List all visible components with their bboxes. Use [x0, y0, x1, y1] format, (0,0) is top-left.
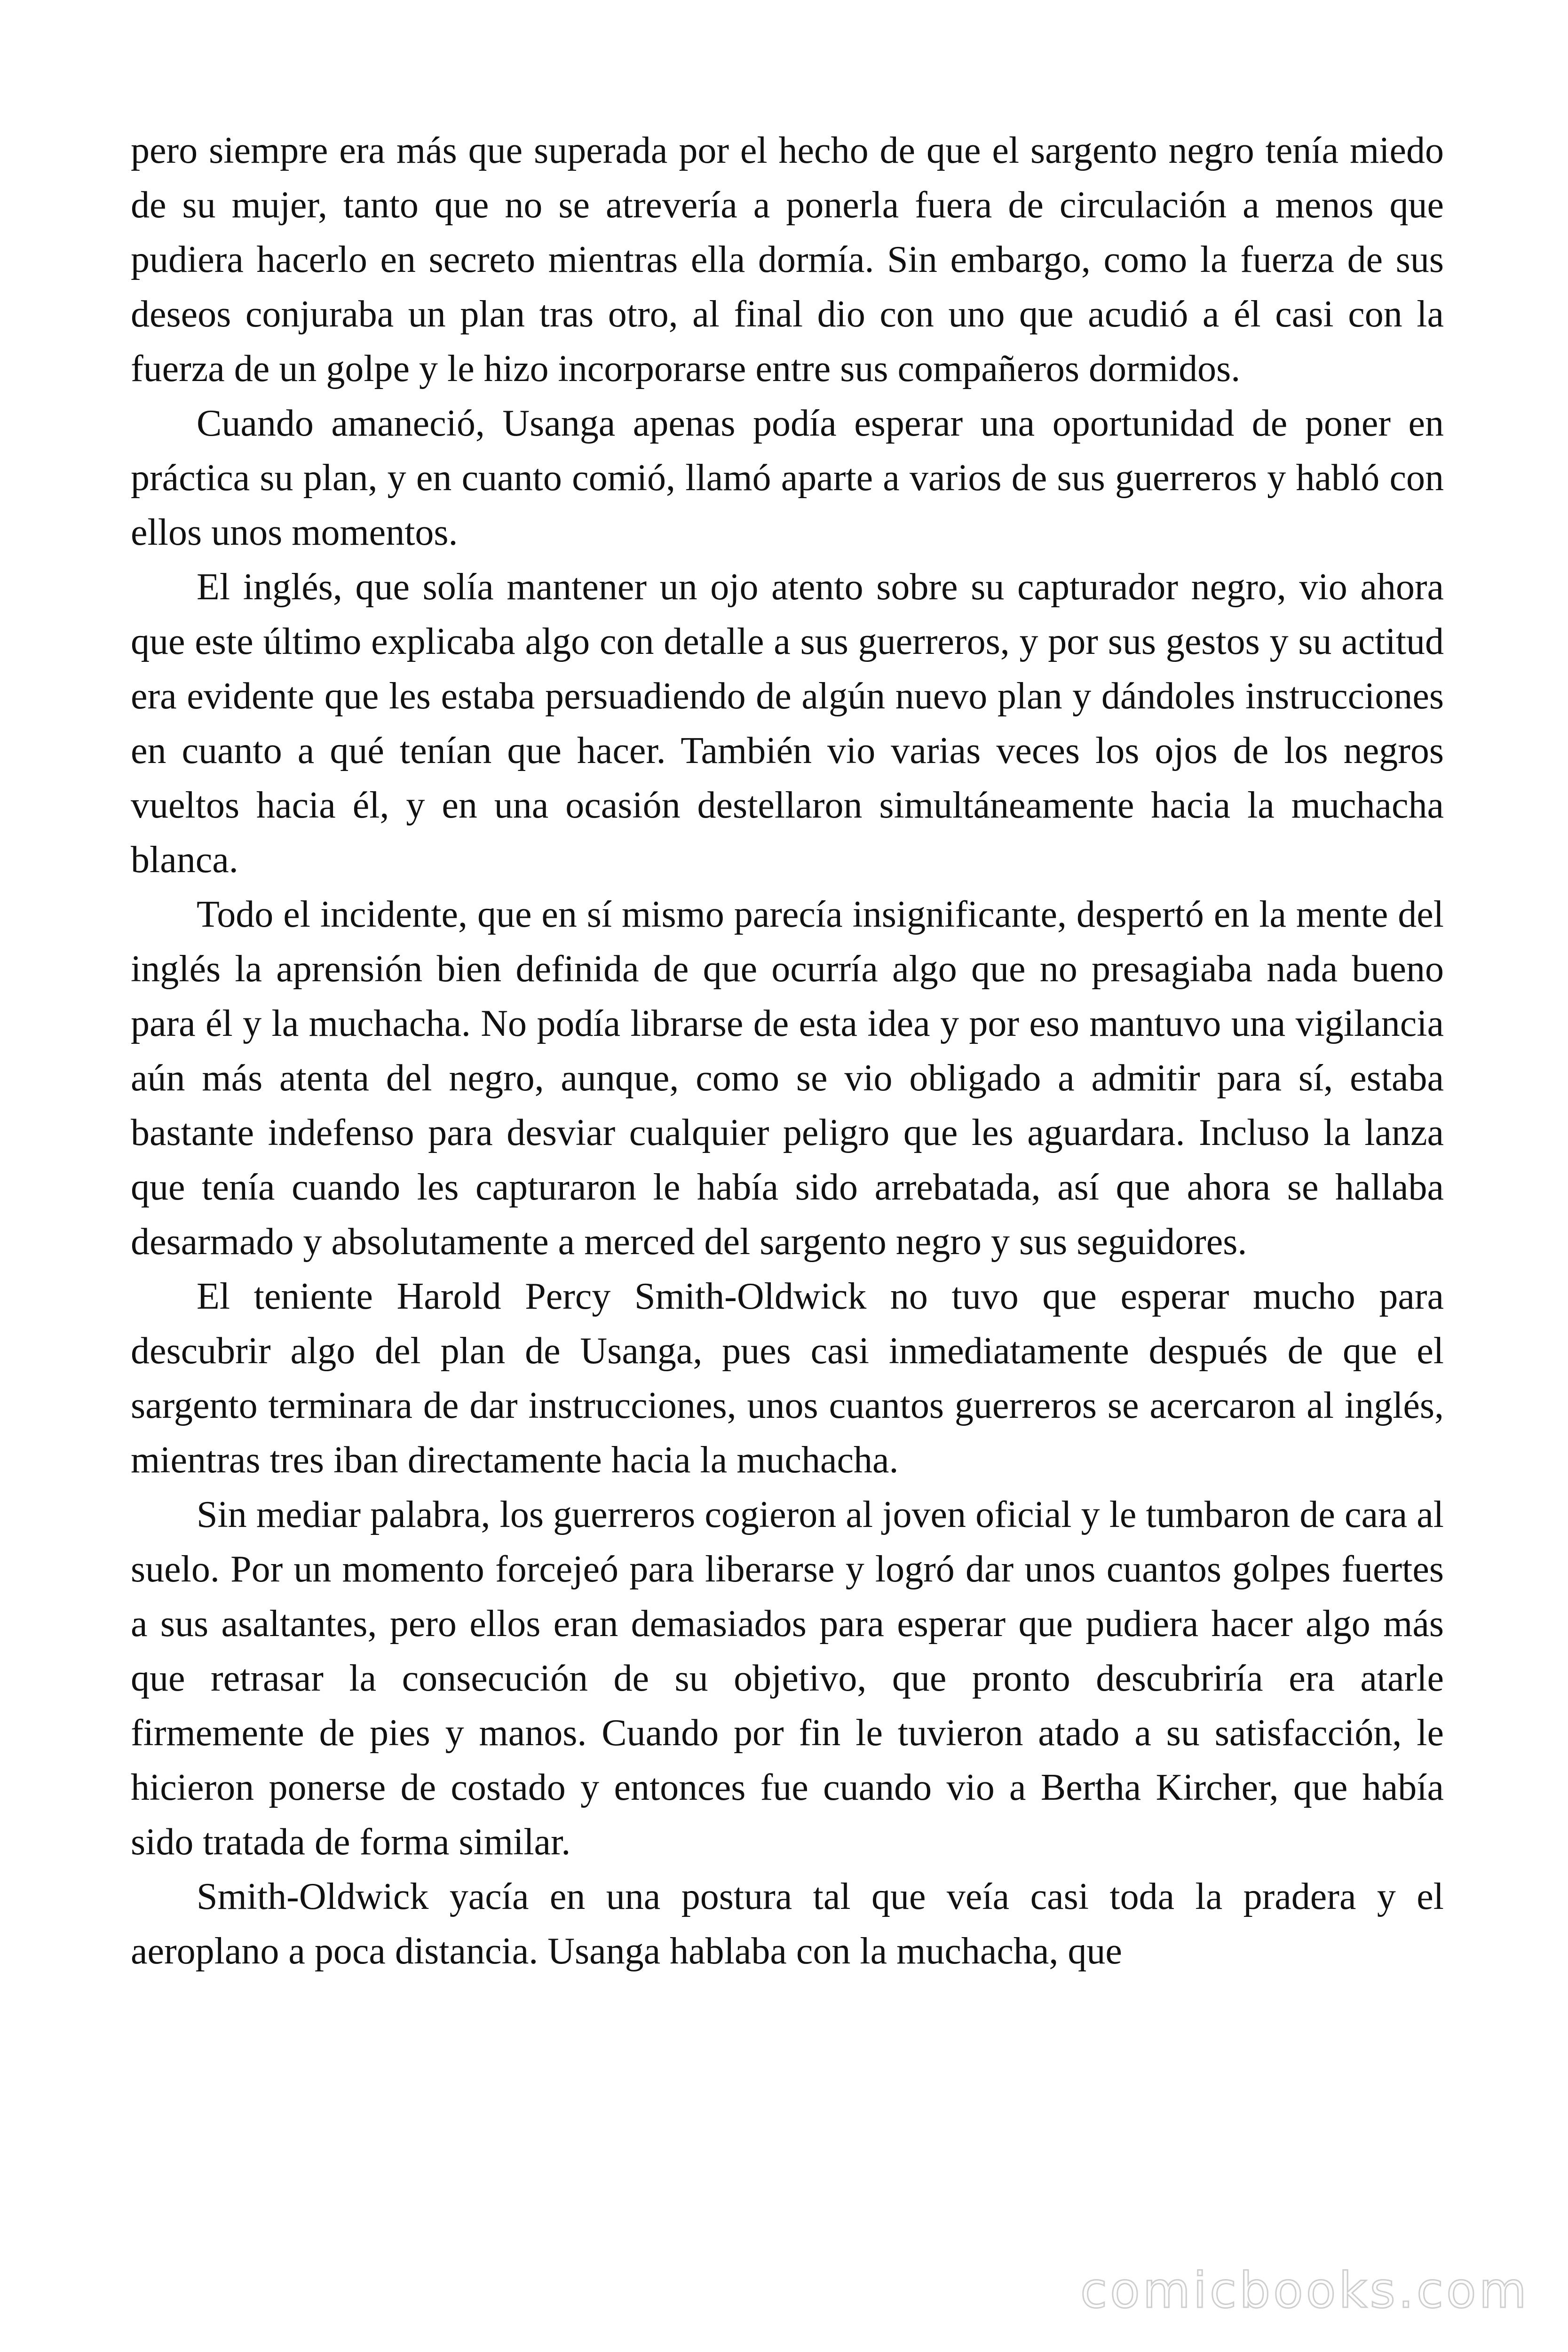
paragraph-5: El teniente Harold Percy Smith-Oldwick no tuvo que esperar mucho para descubrir algo del plan de Usanga, pues casi inmediatamente después de que el sargento terminara de dar instrucciones, unos cuantos guerreros se acercaron al inglés, mientras tres iban directamente hacia la muchacha.: [131, 1276, 1444, 1481]
paragraph-7: Smith-Oldwick yacía en una postura tal que veía casi toda la pradera y el aeroplano a poca distancia. Usanga hablaba con la muchacha, que: [131, 1876, 1444, 1972]
paragraph-2: Cuando amaneció, Usanga apenas podía esperar una oportunidad de poner en práctica su plan, y en cuanto comió, llamó aparte a varios de sus guerreros y habló con ellos unos momentos.: [131, 403, 1444, 553]
body-text: [131, 123, 1444, 1979]
paragraph-6: Sin mediar palabra, los guerreros cogieron al joven oficial y le tumbaron de cara al suelo. Por un momento forcejeó para liberarse y logró dar unos cuantos golpes fuertes a sus asaltantes, pero ellos eran demasiados para esperar que pudiera hacer algo más que retrasar la consecución de su objetivo, que pronto descubriría era atarle firmemente de pies y manos. Cuando por fin le tuvieron atado a su satisfacción, le hicieron ponerse de costado y entonces fue cuando vio a Bertha Kircher, que había sido tratada de forma similar.: [131, 1494, 1444, 1863]
paragraph-4: Todo el incidente, que en sí mismo parecía insignificante, despertó en la mente del inglés la aprensión bien definida de que ocurría algo que no presagiaba nada bueno para él y la muchacha. No podía librarse de esta idea y por eso mantuvo una vigilancia aún más atenta del negro, aunque, como se vio obligado a admitir para sí, estaba bastante indefenso para desviar cualquier peligro que les aguardara. Incluso la lanza que tenía cuando les capturaron le había sido arrebatada, así que ahora se hallaba desarmado y absolutamente a merced del sargento negro y sus seguidores.: [131, 894, 1444, 1263]
paragraph-3: El inglés, que solía mantener un ojo atento sobre su capturador negro, vio ahora que este último explicaba algo con detalle a sus guerreros, y por sus gestos y su actitud era evidente que les estaba persuadiendo de algún nuevo plan y dándoles instrucciones en cuanto a qué tenían que hacer. También vio varias veces los ojos de los negros vueltos hacia él, y en una ocasión destellaron simultáneamente hacia la muchacha blanca.: [131, 566, 1444, 881]
watermark-text: comicbooks.com: [1080, 2262, 1529, 2319]
paragraph-1: pero siempre era más que superada por el hecho de que el sargento negro tenía miedo de su mujer, tanto que no se atrevería a ponerla fuera de circulación a menos que pudiera hacerlo en secreto mientras ella dormía. Sin embargo, como la fuerza de sus deseos conjuraba un plan tras otro, al final dio con uno que acudió a él casi con la fuerza de un golpe y le hizo incorporarse entre sus compañeros dormidos.: [131, 130, 1444, 389]
